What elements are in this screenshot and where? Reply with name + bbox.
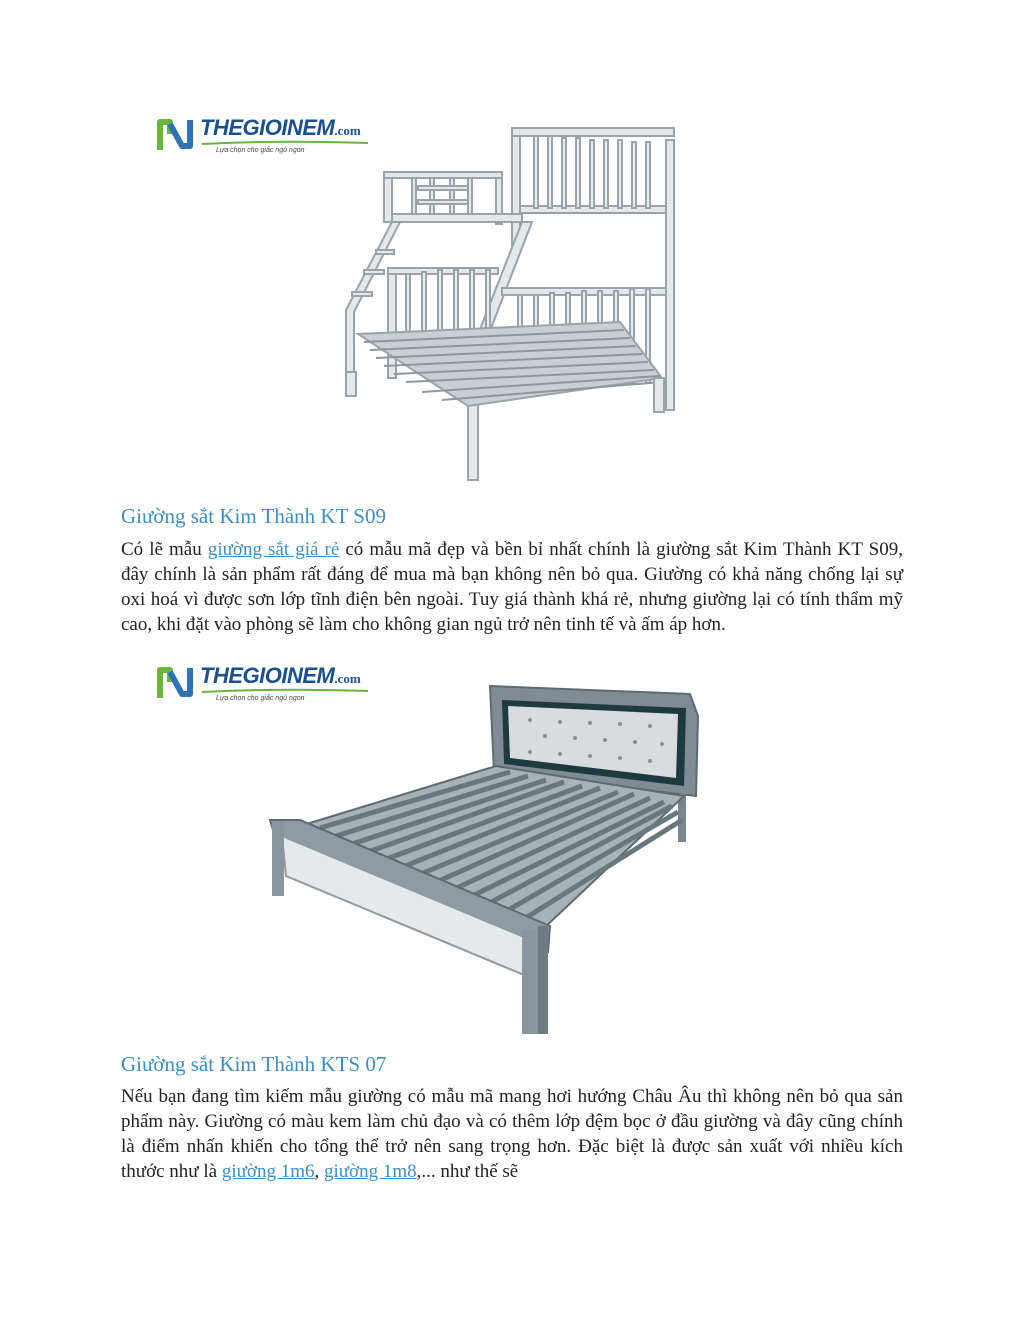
section2-text-after: ,... như thế sẽ [416,1161,519,1182]
logo-tagline: Lựa chọn cho giấc ngủ ngon [216,147,305,154]
section2-heading: Giường sắt Kim Thành KTS 07 [121,1052,387,1076]
logo-domain: .com [334,671,361,686]
section1-heading: Giường sắt Kim Thành KT S09 [121,504,386,528]
section2-separator: , [314,1161,324,1182]
section1-text-before: Có lẽ mẫu [121,539,208,560]
bunk-bed-image [150,110,710,490]
link-giuong-1m6[interactable]: giường 1m6 [221,1161,315,1182]
bed-kts07-illustration [150,660,730,1040]
bed-kts07-image [150,660,730,1040]
bunk-bed-illustration [150,110,710,490]
logo-domain: .com [334,123,361,138]
logo-brand: THEGIOINEM [200,663,335,688]
section1-paragraph [121,537,903,637]
section1-text-after: có mẫu mã đẹp và bền bỉ nhất chính là giường sắt Kim Thành KT S09, đây chính là sản phẩm rất đáng để mua mà bạn không nên bỏ qua. Giường có khả năng chống lại sự oxi hoá vì được sơn lớp tĩnh điện bên ngoài. Tuy giá thành khá rẻ, nhưng giường lại có tính thẩm mỹ cao, khi đặt vào phòng sẽ làm cho không gian ngủ trở nên tinh tế và ấm áp hơn. [121,539,903,635]
link-giuong-sat-gia-re[interactable]: giường sắt giá rẻ [207,539,340,560]
logo-brand: THEGIOINEM [200,115,335,140]
link-giuong-1m8[interactable]: giường 1m8 [323,1161,417,1182]
section2-text-before: Nếu bạn đang tìm kiếm mẫu giường có mẫu mã mang hơi hướng Châu Âu thì không nên bỏ qua sản phẩm này. Giường có màu kem làm chủ đạo và có thêm lớp đệm bọc ở đầu giường và đây cũng chính là điểm nhấn khiến cho tổng thể trở nên sang trọng hơn. Đặc biệt là được sản xuất với nhiều kích thước như là [121,1086,903,1182]
section2-paragraph [121,1084,903,1184]
logo-tagline: Lựa chọn cho giấc ngủ ngon [216,695,305,702]
